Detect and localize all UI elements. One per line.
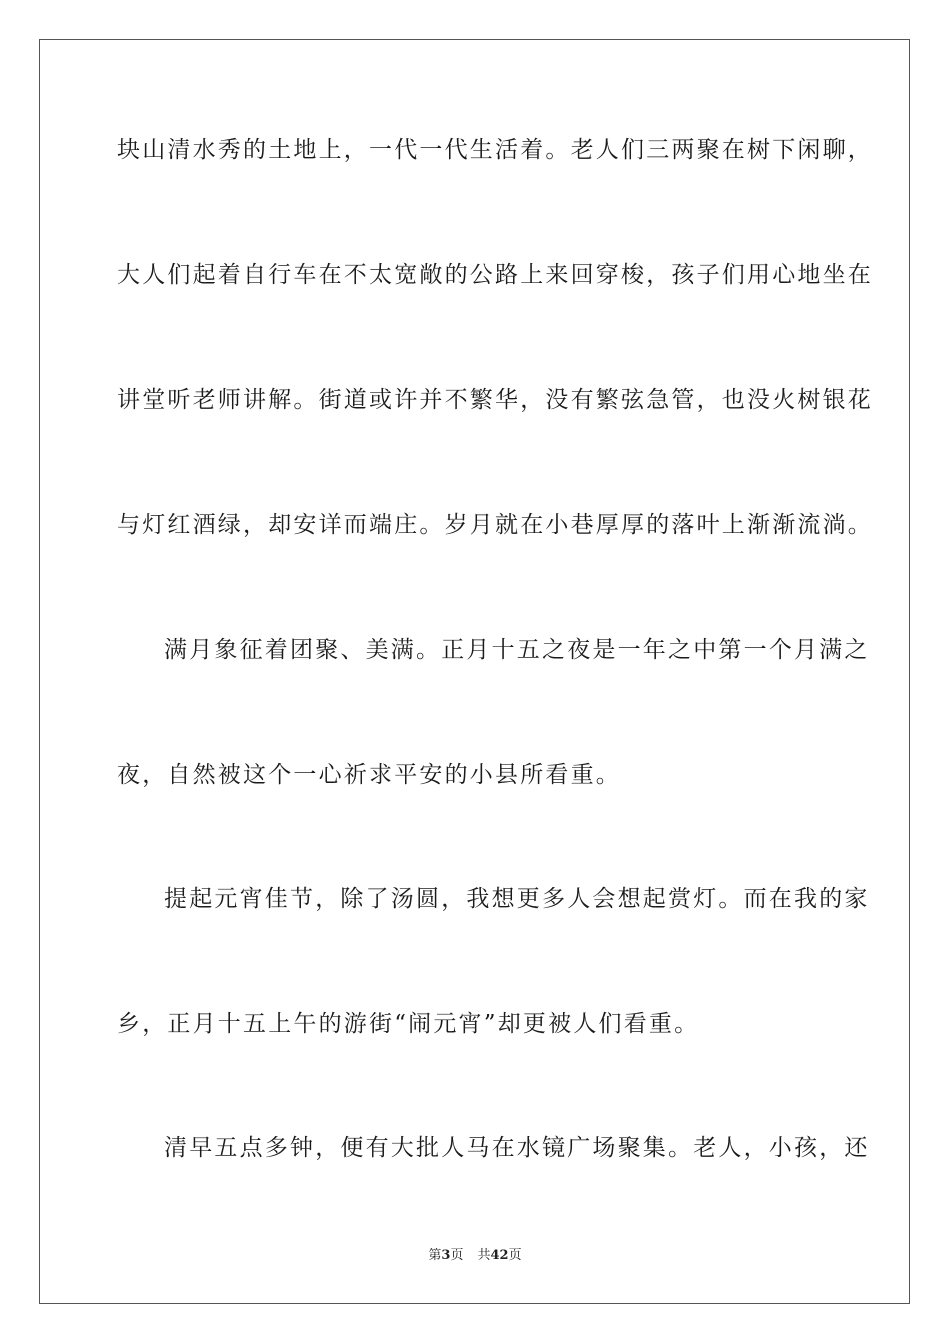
body-line-8: 乡，正月十五上午的游街“闹元宵”却更被人们看重。 bbox=[117, 1011, 700, 1037]
body-line-2: 大人们起着自行车在不太宽敞的公路上来回穿梭，孩子们用心地坐在 bbox=[117, 262, 873, 288]
page-footer bbox=[0, 1247, 950, 1265]
paragraph-line-5: 满月象征着团聚、美满。正月十五之夜是一年之中第一个月满之 bbox=[164, 637, 870, 663]
body-line-4: 与灯红酒绿，却安详而端庄。岁月就在小巷厚厚的落叶上渐渐流淌。 bbox=[117, 512, 873, 538]
body-line-6: 夜，自然被这个一心祈求平安的小县所看重。 bbox=[117, 762, 621, 788]
current-page-number: 3 bbox=[441, 1248, 451, 1263]
page-border bbox=[39, 39, 910, 1304]
paragraph-line-7: 提起元宵佳节，除了汤圆，我想更多人会想起赏灯。而在我的家 bbox=[164, 886, 870, 912]
body-line-1: 块山清水秀的土地上，一代一代生活着。老人们三两聚在树下闲聊， bbox=[117, 137, 873, 163]
page-suffix: 页 bbox=[450, 1248, 464, 1263]
total-page-count: 42 bbox=[490, 1248, 509, 1263]
total-prefix: 共 bbox=[477, 1248, 491, 1263]
paragraph-line-9: 清早五点多钟，便有大批人马在水镜广场聚集。老人，小孩，还 bbox=[164, 1135, 870, 1161]
page-prefix: 第 bbox=[428, 1248, 442, 1263]
total-suffix: 页 bbox=[508, 1248, 522, 1263]
body-line-3: 讲堂听老师讲解。街道或许并不繁华，没有繁弦急管，也没火树银花 bbox=[117, 387, 873, 413]
